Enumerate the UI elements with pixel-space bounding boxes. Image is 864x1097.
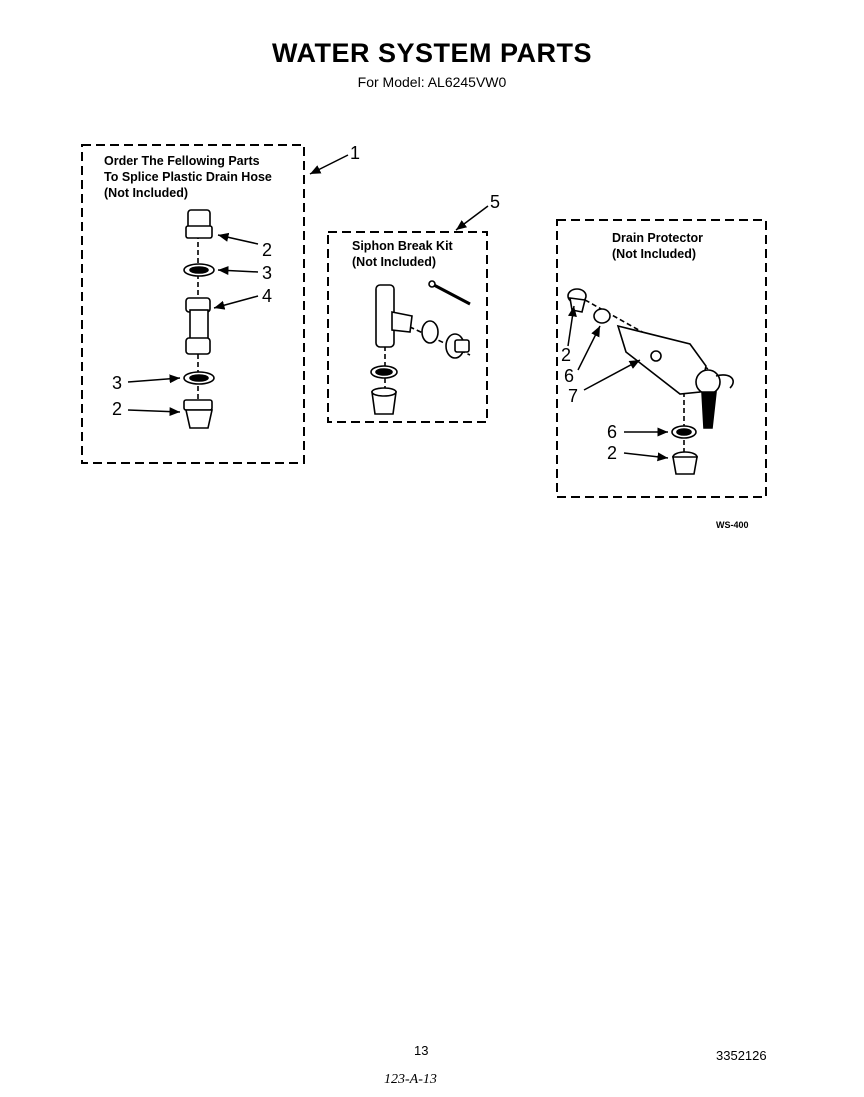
arrow-right-2a: [568, 306, 574, 346]
box1-line1: Order The Fellowing Parts: [104, 154, 260, 168]
arrow-right-6a: [578, 326, 600, 370]
arrow-left-4: [214, 296, 258, 308]
box3-line2: (Not Included): [612, 247, 697, 261]
callout-left-3b: 3: [112, 373, 123, 393]
box3-line1: Drain Protector: [612, 231, 703, 245]
callout-left-4: 4: [262, 286, 273, 306]
model-subtitle: For Model: AL6245VW0: [357, 74, 507, 90]
callout-right-6a: 6: [564, 366, 575, 386]
part-number: 3352126: [716, 1048, 767, 1063]
callout-left-2b: 2: [112, 399, 123, 419]
page-number: 13: [414, 1043, 429, 1058]
box2-line1: Siphon Break Kit: [352, 239, 453, 253]
box1-label: [104, 153, 272, 201]
box1-line3: (Not Included): [104, 186, 189, 200]
callout-right-6b: 6: [607, 422, 618, 442]
box2-line2: (Not Included): [352, 255, 437, 269]
callout-right-2b: 2: [607, 443, 618, 463]
drain-protector-parts: [568, 289, 733, 474]
handwritten-note: 123-A-13: [384, 1072, 437, 1087]
callout-right-7: 7: [568, 386, 579, 406]
arrow-left-3a: [218, 270, 258, 272]
callout-left-2a: 2: [262, 240, 273, 260]
arrow-right-2b: [624, 453, 668, 458]
left-part-stack: [184, 210, 214, 428]
arrow-left-3b: [128, 378, 180, 382]
siphon-kit-parts: [371, 281, 470, 414]
page-title: WATER SYSTEM PARTS: [271, 38, 592, 68]
box2-label: [352, 238, 453, 270]
arrow-left-2a: [218, 235, 258, 244]
box3-label: [612, 230, 703, 262]
callout-left-3a: 3: [262, 263, 273, 283]
leader-5: [456, 206, 488, 230]
callout-5: 5: [490, 192, 501, 212]
callout-1: 1: [350, 143, 361, 163]
leader-1: [310, 155, 348, 174]
arrow-right-7: [584, 360, 640, 390]
arrow-left-2b: [128, 410, 180, 412]
diagram-code: WS-400: [716, 520, 749, 530]
box1-line2: To Splice Plastic Drain Hose: [104, 170, 272, 184]
callout-right-2a: 2: [561, 345, 572, 365]
